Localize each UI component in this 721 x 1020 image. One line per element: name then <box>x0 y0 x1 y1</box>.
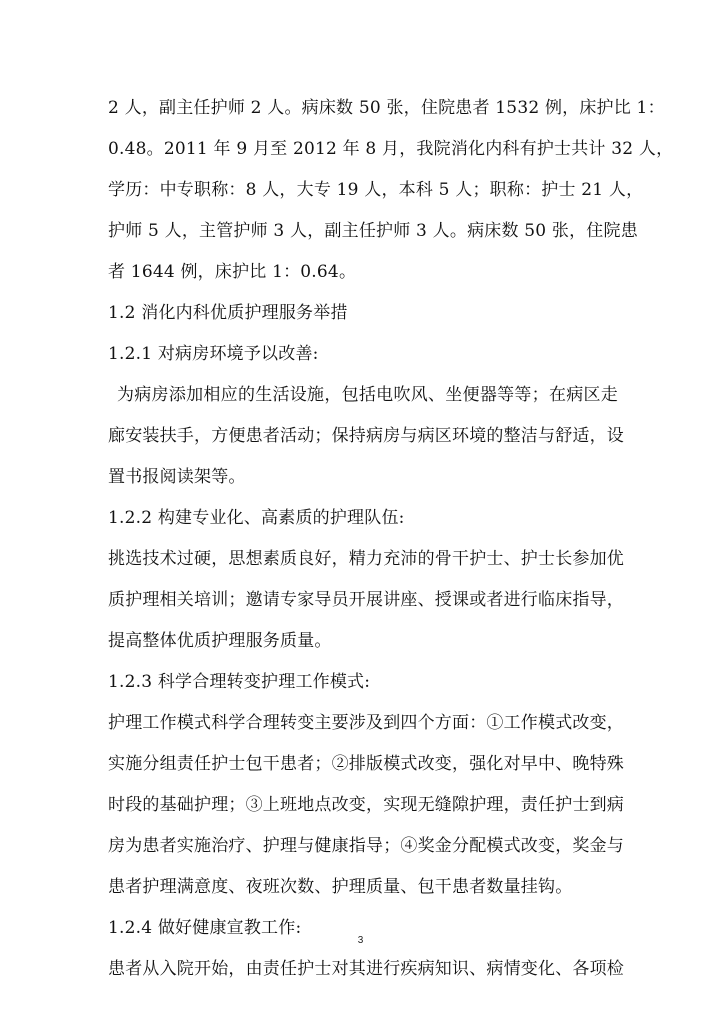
para-nursing-team <box>108 539 624 662</box>
text-line: 质护理相关培训；邀请专家导员开展讲座、授课或者进行临床指导， <box>108 590 624 610</box>
text-line: 护理工作模式科学合理转变主要涉及到四个方面：①工作模式改变， <box>108 713 624 733</box>
text-line: 学历：中专职称：8 人，大专 19 人，本科 5 人；职称：护士 21 人， <box>108 180 644 200</box>
para-staffing-2011 <box>108 88 674 293</box>
para-health-education <box>108 949 624 990</box>
section-heading: 1.2.3 科学合理转变护理工作模式: <box>108 672 371 692</box>
text-line: 患者护理满意度、夜班次数、护理质量、包干患者数量挂钩。 <box>108 877 573 897</box>
section-heading: 1.2 消化内科优质护理服务举措 <box>108 303 348 323</box>
document-body <box>108 88 674 990</box>
heading-1-2-1 <box>108 334 618 375</box>
section-heading: 1.2.4 做好健康宣教工作: <box>108 918 302 938</box>
text-line: 提高整体优质护理服务质量。 <box>108 631 332 651</box>
section-heading: 1.2.1 对病房环境予以改善: <box>108 344 319 364</box>
para-work-mode <box>108 703 624 908</box>
text-line: 0.48。2011 年 9 月至 2012 年 8 月，我院消化内科有护士共计 32 人， <box>108 139 674 159</box>
text-line: 时段的基础护理；③上班地点改变，实现无缝隙护理，责任护士到病 <box>108 795 624 815</box>
text-line: 为病房添加相应的生活设施，包括电吹风、坐便器等等；在病区走 <box>117 385 618 405</box>
heading-1-2-2 <box>108 498 618 539</box>
text-line: 置书报阅读架等。 <box>108 467 246 487</box>
text-line: 者 1644 例，床护比 1：0.64。 <box>108 262 357 282</box>
text-line: 护师 5 人，主管护师 3 人，副主任护师 3 人。病床数 50 张，住院患 <box>108 221 638 241</box>
text-line: 患者从入院开始，由责任护士对其进行疾病知识、病情变化、各项检 <box>108 959 624 979</box>
text-line: 挑选技术过硬，思想素质良好，精力充沛的骨干护士、护士长参加优 <box>108 549 624 569</box>
section-heading: 1.2.2 构建专业化、高素质的护理队伍: <box>108 508 405 528</box>
page-number: 3 <box>357 935 364 946</box>
text-line: 2 人，副主任护师 2 人。病床数 50 张，住院患者 1532 例，床护比 1： <box>108 98 665 118</box>
text-line: 廊安装扶手，方便患者活动；保持病房与病区环境的整洁与舒适，设 <box>108 426 624 446</box>
text-line: 实施分组责任护士包干患者；②排版模式改变，强化对早中、晚特殊 <box>108 754 624 774</box>
heading-1-2 <box>108 293 618 334</box>
heading-1-2-3 <box>108 662 618 703</box>
para-ward-environment <box>108 375 624 498</box>
text-line: 房为患者实施治疗、护理与健康指导；④奖金分配模式改变，奖金与 <box>108 836 624 856</box>
